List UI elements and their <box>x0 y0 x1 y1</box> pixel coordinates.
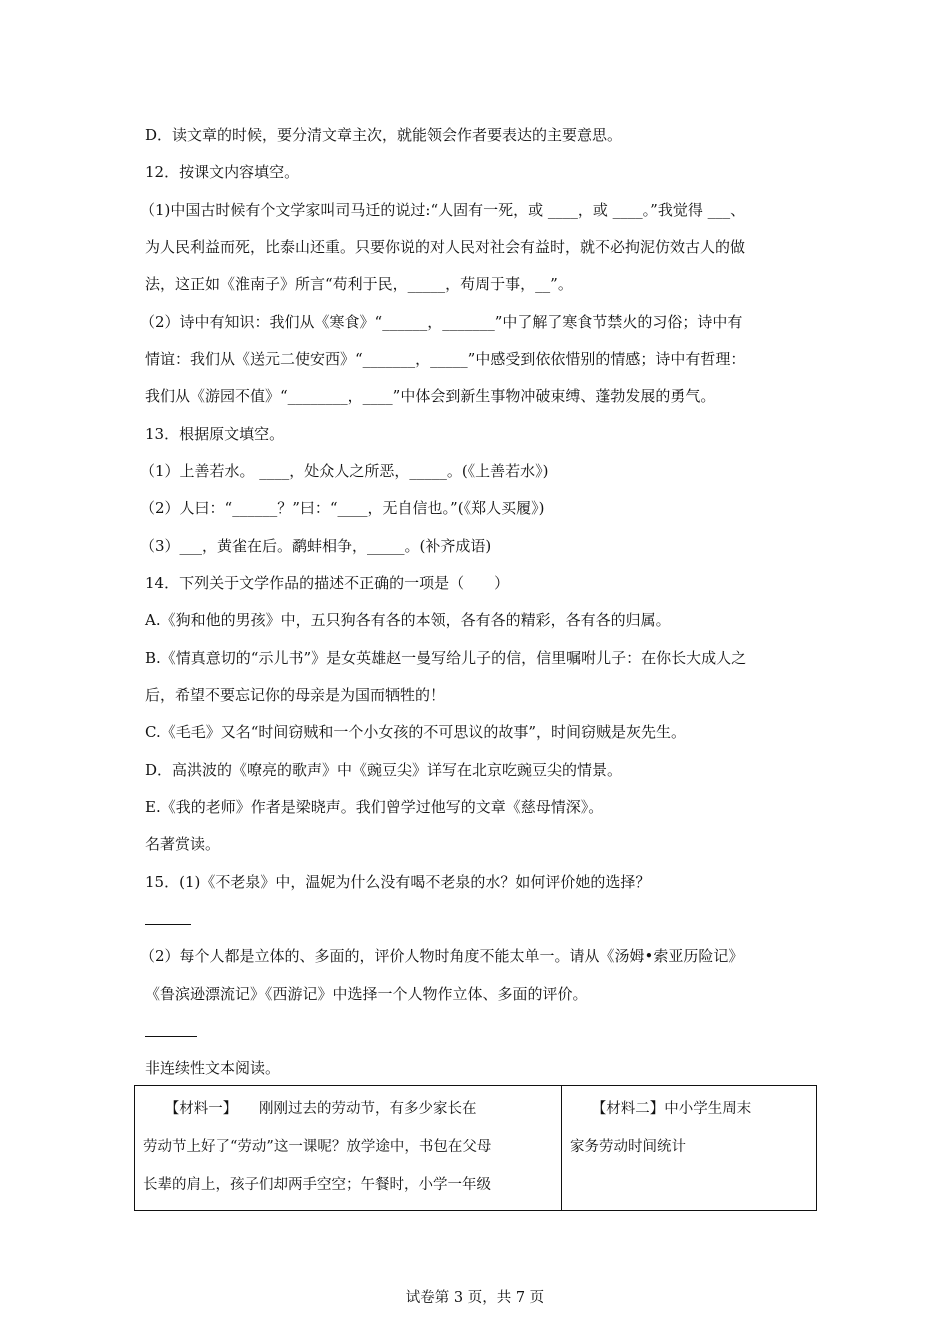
q14-option-e: E.《我的老师》作者是梁晓声。我们曾学过他写的文章《慈母情深》。 <box>145 798 604 816</box>
q15-2-line2: 《鲁滨逊漂流记》《西游记》中选择一个人物作立体、多面的评价。 <box>145 985 588 1003</box>
page-footer: 试卷第 3 页，共 7 页 <box>405 1290 545 1306</box>
q14-title: 14．下列关于文学作品的描述不正确的一项是（ ） <box>145 574 510 592</box>
q12-title: 12．按课文内容填空。 <box>145 163 300 181</box>
section-classics: 名著赏读。 <box>145 835 221 853</box>
q14-option-b-line2: 后，希望不要忘记你的母亲是为国而牺牲的！ <box>145 686 446 704</box>
q13-1: （1）上善若水。 ____，处众人之所恶，_____。(《上善若水》) <box>140 462 549 480</box>
q13-2: （2）人曰：“______？”曰：“____，无自信也。”(《郑人买履》) <box>140 499 545 517</box>
answer-line-q15-2[interactable] <box>145 1036 197 1037</box>
material-one-line: 【材料一】 刚刚过去的劳动节，有多少家长在 <box>143 1101 477 1117</box>
q12-2-line2: 情谊：我们从《送元二使安西》“_______，_____”中感受到依依惜别的情感；诗中有哲理： <box>145 350 746 368</box>
q14-option-d: D．高洪波的《嘹亮的歌声》中《豌豆尖》详写在北京吃豌豆尖的情景。 <box>145 761 623 779</box>
q14-option-b-line1: B.《情真意切的“示儿书”》是女英雄赵一曼写给儿子的信，信里嘱咐儿子：在你长大成人之 <box>145 649 747 667</box>
material-two-line: 家务劳动时间统计 <box>570 1139 686 1155</box>
materials-table <box>134 1085 817 1211</box>
material-one-cell <box>135 1086 562 1211</box>
q13-3: （3）___，黄雀在后。鹬蚌相争，_____。(补齐成语) <box>140 537 492 555</box>
q13-title: 13．根据原文填空。 <box>145 425 285 443</box>
q15-2-line1: （2）每个人都是立体的、多面的，评价人物时角度不能太单一。请从《汤姆•索亚历险记》 <box>140 947 744 965</box>
material-two-cell <box>562 1086 817 1211</box>
option-d-11: D．读文章的时候，要分清文章主次，就能领会作者要表达的主要意思。 <box>145 126 623 144</box>
material-one-line: 长辈的肩上，孩子们却两手空空；午餐时，小学一年级 <box>143 1177 491 1193</box>
material-two-line: 【材料二】中小学生周末 <box>570 1101 752 1117</box>
q14-option-c: C.《毛毛》又名“时间窃贼和一个小女孩的不可思议的故事”，时间窃贼是灰先生。 <box>145 723 687 741</box>
material-one-line: 劳动节上好了“劳动”这一课呢？放学途中，书包在父母 <box>143 1139 492 1155</box>
q12-1-line3: 法，这正如《淮南子》所言“苟利于民，_____，苟周于事，__”。 <box>145 275 573 293</box>
q12-2-line3: 我们从《游园不值》“________，____”中体会到新生事物冲破束缚、蓬勃发展的勇气。 <box>145 387 716 405</box>
answer-line-q15-1[interactable] <box>145 924 191 925</box>
q12-1-line2: 为人民利益而死，比泰山还重。只要你说的对人民对社会有益时，就不必拘泥仿效古人的做 <box>145 238 746 256</box>
q12-1-line1: （1)中国古时候有个文学家叫司马迁的说过:“人固有一死，或 ____，或 ____。”我觉得 ___、 <box>140 201 746 219</box>
section-nonlinear: 非连续性文本阅读。 <box>145 1059 281 1077</box>
q15-1: 15．(1)《不老泉》中，温妮为什么没有喝不老泉的水？如何评价她的选择？ <box>145 873 651 891</box>
q12-2-line1: （2）诗中有知识：我们从《寒食》“______，_______”中了解了寒食节禁火的习俗；诗中有 <box>140 313 743 331</box>
q14-option-a: A.《狗和他的男孩》中，五只狗各有各的本领，各有各的精彩，各有各的归属。 <box>145 611 671 629</box>
